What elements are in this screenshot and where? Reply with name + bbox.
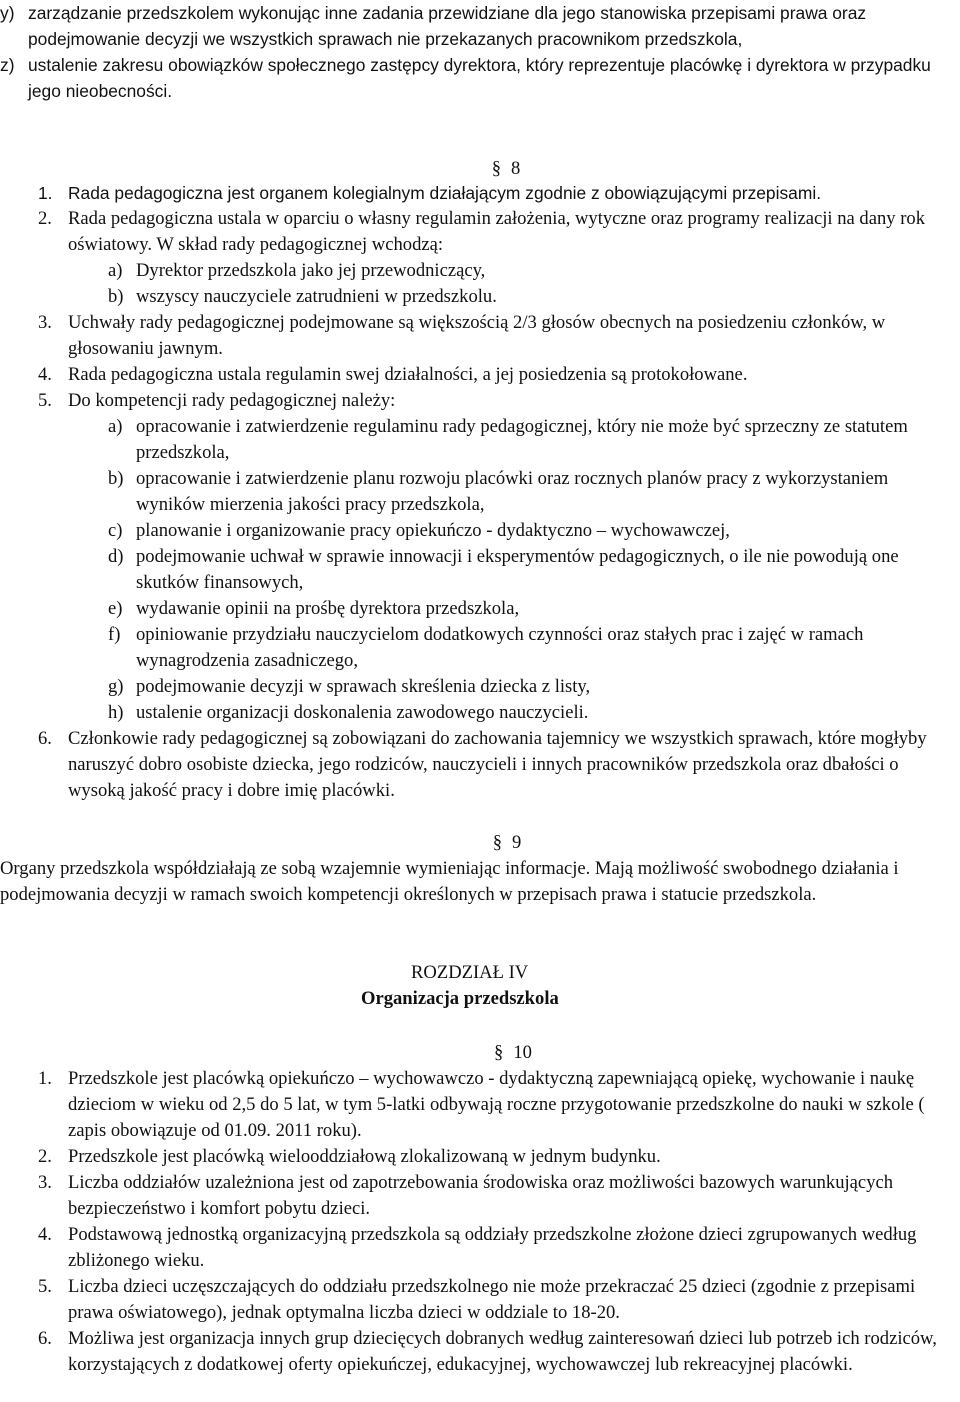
sub-text: Dyrektor przedszkola jako jej przewodniczący, xyxy=(136,260,486,281)
item-text: Do kompetencji rady pedagogicznej należy: xyxy=(68,390,396,411)
list-item xyxy=(0,0,935,52)
list-item xyxy=(38,388,938,726)
sub-label: a) xyxy=(108,260,123,281)
item-label: z) xyxy=(0,55,15,75)
item-label: 3. xyxy=(38,312,52,333)
item-label: 2. xyxy=(38,1146,52,1167)
section-number: 10 xyxy=(513,1042,532,1063)
item-text: Liczba dzieci uczęszczających do oddziału przedszkolnego nie może przekraczać 25 dzieci (zgodnie z przepisami prawa oświatowego), jednak optymalna liczba dzieci w oddziale to 18-20. xyxy=(68,1276,916,1323)
section-heading-10 xyxy=(413,1040,613,1066)
item-text: zarządzanie przedszkolem wykonując inne zadania przewidziane dla jego stanowiska przepisami prawa oraz podejmowanie decyzji we wszystkich sprawach nie przekazanych pracownikom przedszkola, xyxy=(28,3,867,49)
item-text: Liczba oddziałów uzależniona jest od zapotrzebowania środowiska oraz możliwości bazowych warunkujących bezpieczeństwo i komfort pobytu dzieci. xyxy=(68,1172,894,1219)
list-item xyxy=(38,1066,938,1144)
sub-text: opiniowanie przydziału nauczycielom dodatkowych czynności oraz stałych prac i zajęć w ramach wynagrodzenia zasadniczego, xyxy=(136,624,864,671)
sub-item xyxy=(108,596,938,622)
item-label: y) xyxy=(0,3,15,23)
list-item xyxy=(38,1170,938,1222)
sub-item xyxy=(108,674,938,700)
sub-item xyxy=(108,622,938,674)
sub-text: podejmowanie uchwał w sprawie innowacji i eksperymentów pedagogicznych, o ile nie powodują one skutków finansowych, xyxy=(136,546,899,593)
list-item xyxy=(38,1274,938,1326)
section-heading-9 xyxy=(407,830,607,856)
sub-text: podejmowanie decyzji w sprawach skreślenia dziecka z listy, xyxy=(136,676,591,697)
item-text: Rada pedagogiczna jest organem kolegialnym działającym zgodnie z obowiązującymi przepisami. xyxy=(68,183,822,203)
section-sign: § xyxy=(494,1042,504,1063)
section-heading-8 xyxy=(406,156,606,182)
sub-text: wydawanie opinii na prośbę dyrektora przedszkola, xyxy=(136,598,520,619)
item-text: Przedszkole jest placówką opiekuńczo – wychowawczo - dydaktyczną zapewniającą opiekę, wychowanie i naukę dzieciom w wieku od 2,5 do 5 lat, w tym 5-latki odbywają roczne przygotowanie przedszkolne do nauki w szkole ( zapis obowiązuje od 01.09. 2011 roku). xyxy=(68,1068,925,1141)
item-label: 6. xyxy=(38,1328,52,1349)
item-label: 5. xyxy=(38,390,52,411)
sub-label: b) xyxy=(108,468,124,489)
sub-label: e) xyxy=(108,598,123,619)
section-number: 8 xyxy=(511,158,521,179)
item-label: 4. xyxy=(38,1224,52,1245)
sub-item xyxy=(108,258,938,284)
sub-item xyxy=(108,466,938,518)
item-text: Podstawową jednostką organizacyjną przedszkola są oddziały przedszkolne złożone dzieci zgrupowanych według zbliżonego wieku. xyxy=(68,1224,917,1271)
section-sign: § xyxy=(491,158,501,179)
sub-item xyxy=(108,700,938,726)
sub-item xyxy=(108,544,938,596)
chapter-heading xyxy=(0,960,960,1012)
sub-text: opracowanie i zatwierdzenie regulaminu rady pedagogicznej, który nie może być sprzeczny ze statutem przedszkola, xyxy=(136,416,908,463)
list-item xyxy=(38,362,938,388)
section-number: 9 xyxy=(512,832,522,853)
list-item xyxy=(38,206,938,310)
item-label: 1. xyxy=(38,183,53,203)
item-label: 4. xyxy=(38,364,52,385)
section-10-list xyxy=(38,1066,938,1378)
item-label: 1. xyxy=(38,1068,52,1089)
item-label: 6. xyxy=(38,728,52,749)
top-list xyxy=(0,0,935,104)
sub-label: d) xyxy=(108,546,124,567)
sub-item xyxy=(108,414,938,466)
list-item xyxy=(38,726,938,804)
chapter-name: Organizacja przedszkola xyxy=(361,988,559,1009)
list-item xyxy=(38,1144,938,1170)
sub-label: h) xyxy=(108,702,124,723)
item-text: Przedszkole jest placówką wielooddziałową zlokalizowaną w jednym budynku. xyxy=(68,1146,661,1167)
item-text: Rada pedagogiczna ustala w oparciu o własny regulamin założenia, wytyczne oraz programy realizacji na dany rok oświatowy. W skład rady pedagogicznej wchodzą: xyxy=(68,208,926,255)
item-label: 5. xyxy=(38,1276,52,1297)
list-item xyxy=(38,310,938,362)
item-label: 3. xyxy=(38,1172,52,1193)
item-label: 2. xyxy=(38,208,52,229)
item-text: Członkowie rady pedagogicznej są zobowiązani do zachowania tajemnicy we wszystkich sprawach, które mogłyby naruszyć dobro osobiste dziecka, jego rodziców, nauczycieli i innych pracowników przedszkola oraz dbałości o wysoką jakość pracy i dobre imię placówki. xyxy=(68,728,927,801)
list-item xyxy=(38,1222,938,1274)
sub-label: b) xyxy=(108,286,124,307)
section-8-list xyxy=(38,180,938,804)
sub-list xyxy=(108,414,938,726)
item-text: Możliwa jest organizacja innych grup dziecięcych dobranych według zainteresowań dzieci lub potrzeb ich rodziców, korzystających z dodatkowej oferty opiekuńczej, edukacyjnej, wychowawczej lub rekreacyjnej placówki. xyxy=(68,1328,937,1375)
sub-label: g) xyxy=(108,676,124,697)
sub-text: opracowanie i zatwierdzenie planu rozwoju placówki oraz rocznych planów pracy z wykorzystaniem wyników mierzenia jakości pracy przedszkola, xyxy=(136,468,889,515)
section-9-paragraph: Organy przedszkola współdziałają ze sobą wzajemnie wymieniając informacje. Mają możliwość swobodnego działania i podejmowania decyzji w ramach swoich kompetencji określonych w przepisach prawa i statucie przedszkola. xyxy=(0,858,899,905)
sub-text: wszyscy nauczyciele zatrudnieni w przedszkolu. xyxy=(136,286,497,307)
sub-label: a) xyxy=(108,416,123,437)
sub-label: f) xyxy=(108,624,121,645)
section-sign: § xyxy=(492,832,502,853)
sub-text: planowanie i organizowanie pracy opiekuńczo - dydaktyczno – wychowawczej, xyxy=(136,520,730,541)
chapter-title: ROZDZIAŁ IV xyxy=(411,962,529,983)
item-text: ustalenie zakresu obowiązków społecznego zastępcy dyrektora, który reprezentuje placówkę i dyrektora w przypadku jego nieobecności. xyxy=(28,55,931,101)
list-item xyxy=(38,180,938,206)
sub-list xyxy=(108,258,938,310)
sub-item xyxy=(108,284,938,310)
list-item xyxy=(0,52,935,104)
item-text: Uchwały rady pedagogicznej podejmowane są większością 2/3 głosów obecnych na posiedzeniu członków, w głosowaniu jawnym. xyxy=(68,312,886,359)
sub-label: c) xyxy=(108,520,123,541)
sub-text: ustalenie organizacji doskonalenia zawodowego nauczycieli. xyxy=(136,702,589,723)
sub-item xyxy=(108,518,938,544)
item-text: Rada pedagogiczna ustala regulamin swej działalności, a jej posiedzenia są protokołowane. xyxy=(68,364,748,385)
list-item xyxy=(38,1326,938,1378)
